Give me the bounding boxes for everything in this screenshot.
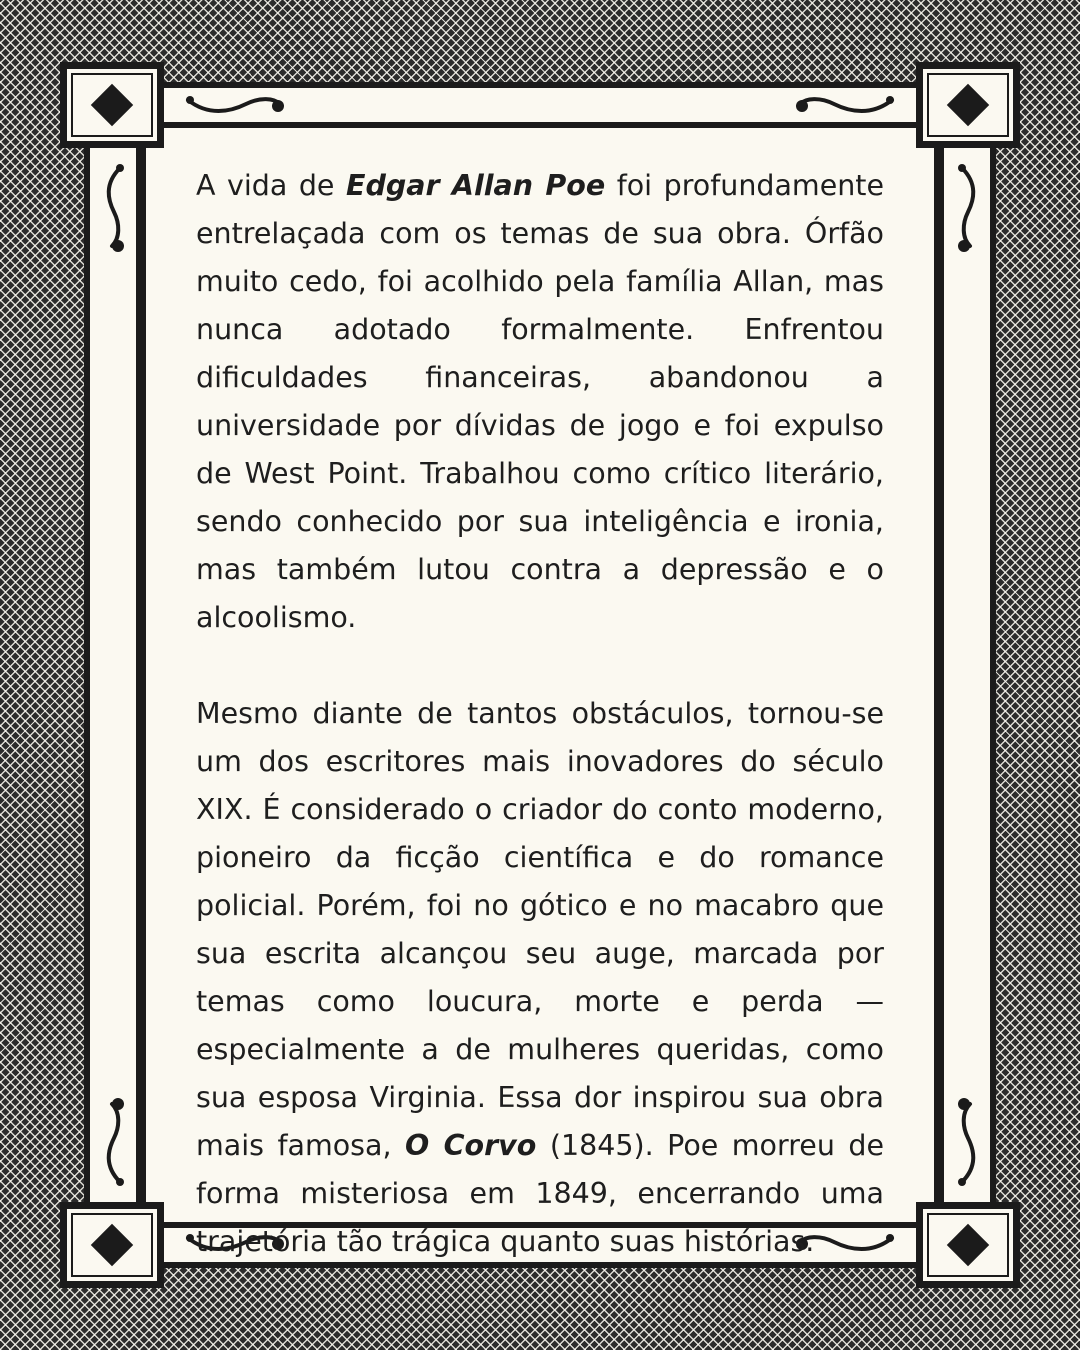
frame-right-rail (938, 140, 996, 1210)
paragraph-text: Mesmo diante de tantos obstáculos, tornou-se um dos escritores mais inovadores do século XIX. É considerado o criador do conto moderno, pioneiro da ficção científica e do romance policial. Porém, foi no gótico e no macabro que sua escrita alcançou seu auge, marcada por temas como loucura, morte e perda — especialmente a de mulheres queridas, como sua esposa Virginia. Essa dor inspirou sua obra mais famosa, (196, 697, 884, 1162)
scroll-flourish-icon (952, 160, 982, 256)
diamond-icon (947, 1224, 989, 1266)
frame-corner-bottom-left (60, 1202, 164, 1288)
scroll-flourish-icon (788, 92, 900, 118)
diamond-icon (91, 84, 133, 126)
work-title: O Corvo (405, 1129, 537, 1162)
scroll-flourish-icon (180, 92, 292, 118)
scroll-flourish-icon (100, 160, 130, 256)
paragraph-biography (196, 162, 884, 642)
diamond-icon (947, 84, 989, 126)
author-name: Edgar Allan Poe (345, 169, 606, 202)
frame-corner-top-left (60, 62, 164, 148)
scroll-flourish-icon (952, 1094, 982, 1190)
paragraph-text: foi profundamente entrelaçada com os temas de sua obra. Órfão muito cedo, foi acolhido pela família Allan, mas nunca adotado formalmente. Enfrentou dificuldades financeiras, abandonou a universidade por dívidas de jogo e foi expulso de West Point. Trabalhou como crítico literário, sendo conhecido por sua inteligência e ironia, mas também lutou contra a depressão e o alcoolismo. (196, 169, 885, 634)
paragraph-text: (1845). Poe morreu de forma misteriosa em 1849, encerrando uma trajetória tão trágica quanto suas histórias. (196, 1129, 885, 1258)
article-text (196, 162, 884, 1266)
paragraph-legacy (196, 690, 884, 1266)
frame-left-rail (84, 140, 142, 1210)
diamond-icon (91, 1224, 133, 1266)
scroll-flourish-icon (100, 1094, 130, 1190)
paragraph-text: A vida de (196, 169, 346, 202)
frame-corner-bottom-right (916, 1202, 1020, 1288)
frame-corner-top-right (916, 62, 1020, 148)
